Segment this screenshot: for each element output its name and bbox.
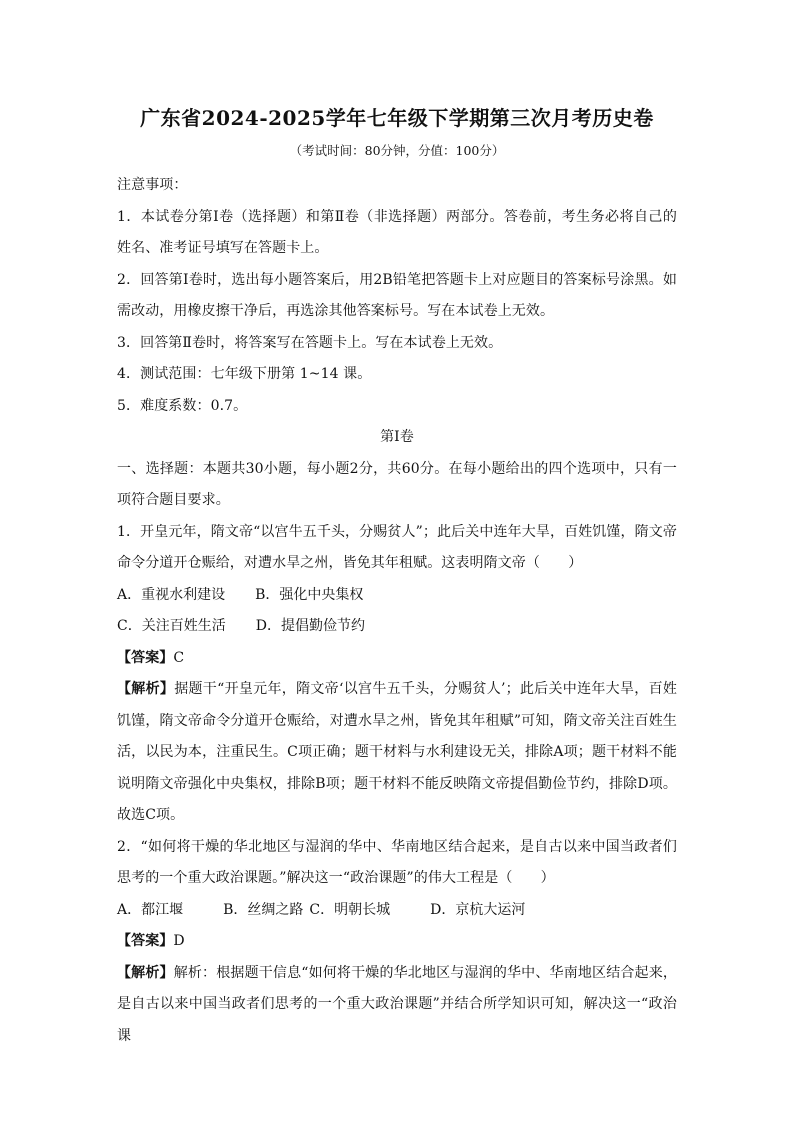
section-instruction: 一、选择题：本题共30小题，每小题2分，共60分。在每小题给出的四个选项中，只有一项符合题目要求。: [117, 460, 677, 508]
answer-line: [117, 643, 677, 675]
option-d: D．京杭大运河: [430, 901, 526, 918]
question-stem: 1．开皇元年，隋文帝“以宫牛五千头，分赐贫人”；此后关中连年大旱，百姓饥馑，隋文帝命令分道开仓赈给，对遭水旱之州，皆免其年租赋。这表明隋文帝（ ）: [117, 523, 677, 571]
question-stem: 2．“如何将干燥的华北地区与湿润的华中、华南地区结合起来，是自古以来中国当政者们思考的一个重大政治课题。”解决这一“政治课题”的伟大工程是（ ）: [117, 838, 677, 886]
notice-item-1: 1．本试卷分第Ⅰ卷（选择题）和第Ⅱ卷（非选择题）两部分。答卷前，考生务必将自己的姓名、准考证号填写在答题卡上。: [117, 208, 677, 256]
answer-value: D: [173, 933, 185, 949]
question-2: [117, 832, 677, 1053]
analysis-text: 解析：根据题干信息“如何将干燥的华北地区与湿润的华中、华南地区结合起来，是自古以来中国当政者们思考的一个重大政治课题”并结合所学知识可知，解决这一“政治课: [117, 964, 677, 1044]
notice-item-2: 2．回答第Ⅰ卷时，选出每小题答案后，用2B铅笔把答题卡上对应题目的答案标号涂黑。如需改动，用橡皮擦干净后，再选涂其他答案标号。写在本试卷上无效。: [117, 271, 677, 319]
answer-value: C: [173, 649, 185, 666]
notice-item-5: 5．难度系数：0.7。: [117, 397, 248, 414]
analysis-line: [117, 674, 677, 832]
option-b: B．强化中央集权: [255, 586, 364, 603]
answer-label: 【答案】: [117, 933, 174, 949]
notice-heading: 注意事项：: [117, 177, 188, 193]
option-row: [117, 895, 677, 927]
option-a: A．重视水利建设: [117, 586, 226, 603]
option-row: [117, 611, 677, 643]
option-b: B．丝绸之路: [223, 901, 304, 918]
option-c: C．明朝长城: [309, 901, 391, 918]
answer-label: 【答案】: [117, 649, 174, 666]
exam-subtitle: （考试时间：80分钟，分值：100分）: [289, 143, 505, 158]
page-title: 广东省2024-2025学年七年级下学期第三次月考历史卷: [140, 106, 654, 130]
analysis-label: 【解析】: [117, 681, 175, 697]
option-d: D．提倡勤俭节约: [255, 618, 365, 634]
option-c: C．关注百姓生活: [117, 618, 226, 634]
notice-item-4: 4．测试范围：七年级下册第 1~14 课。: [117, 366, 372, 382]
analysis-text: 据题干“开皇元年，隋文帝‘以宫牛五千头，分赐贫人’；此后关中连年大旱，百姓饥馑，隋文帝命令分道开仓赈给，对遭水旱之州，皆免其年租赋”可知，隋文帝关注百姓生活，以民为本，注重民生。C项正确；题干材料与水利建设无关，排除A项；题干材料不能说明隋文帝强化中央集权，排除B项；题干材料不能反映隋文帝提倡勤俭节约，排除D项。故选C项。: [117, 681, 677, 823]
answer-line: [117, 926, 677, 958]
notice-item-3: 3．回答第Ⅱ卷时，将答案写在答题卡上。写在本试卷上无效。: [117, 334, 503, 351]
analysis-line: [117, 958, 677, 1053]
analysis-label: 【解析】: [117, 964, 174, 981]
question-1: [117, 517, 677, 832]
option-row: [117, 580, 677, 612]
option-a: A．都江堰: [117, 901, 184, 918]
section-label: 第Ⅰ卷: [380, 429, 414, 445]
